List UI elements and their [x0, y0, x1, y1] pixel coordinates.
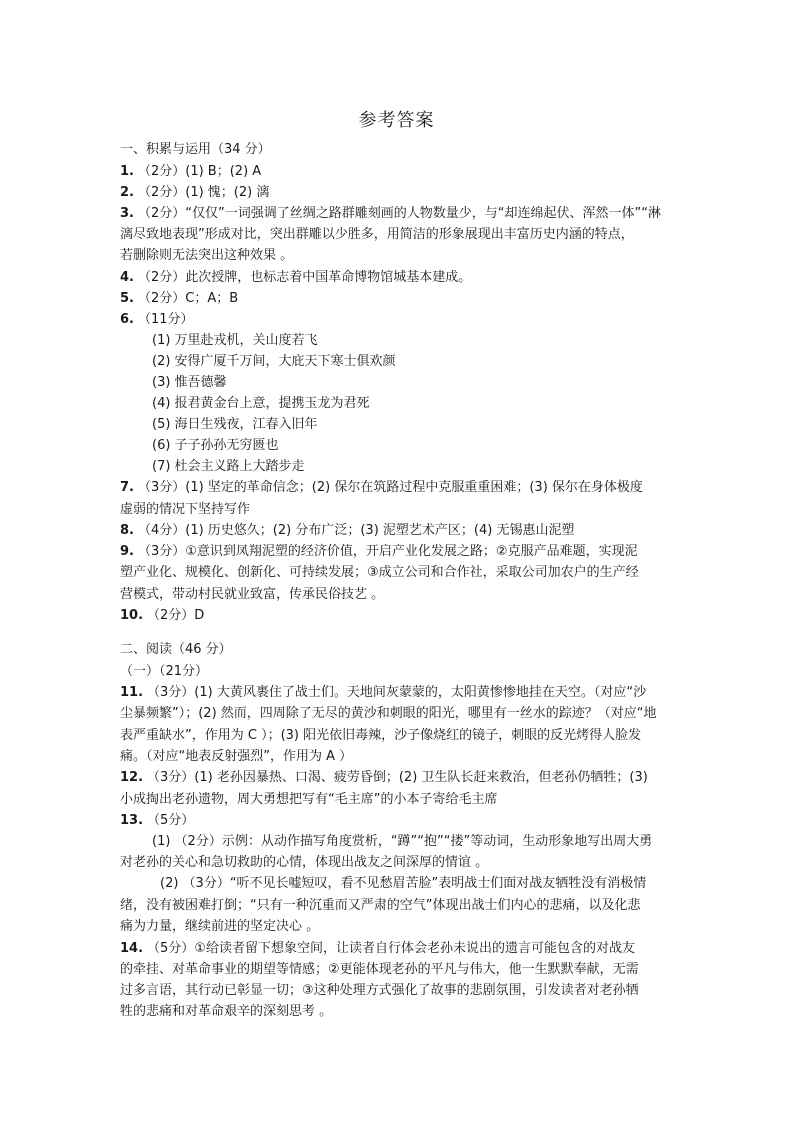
question-number: 5.: [120, 291, 134, 306]
question-number: 12.: [120, 770, 144, 785]
question-number: 13.: [120, 813, 144, 828]
answer-text: （2分）“仅仅”一词强调了丝绸之路群雕刻画的人物数量少，与“却连绵起伏、浑然一体”“淋: [137, 206, 661, 221]
answer-text: 一、积累与运用（34 分）: [120, 142, 271, 157]
answer-line: [120, 183, 269, 203]
question-number: 6.: [120, 312, 134, 327]
answer-text: 虚弱的情况下坚持写作: [120, 502, 251, 517]
answer-line: [120, 683, 646, 703]
answer-text: (3) 惟吾德馨: [152, 375, 227, 390]
answer-text: (7) 杜会主义路上大踏步走: [152, 459, 305, 474]
answer-text: 塑产业化、规模化、创新化、可持续发展；③成立公司和合作社，采取公司加农户的生产经: [120, 565, 639, 580]
question-number: 2.: [120, 185, 134, 200]
answer-text: 牲的悲痛和对革命艰辛的深刻思考 。: [120, 1004, 333, 1019]
answer-line: [120, 662, 208, 682]
answer-line: [120, 640, 232, 660]
answer-text: 痛。（对应“地表反射强烈”，作用为 A ）: [120, 749, 353, 764]
answer-text: （4分）(1) 历史悠久；(2) 分布广泛；(3) 泥塑艺术产区；(4) 无锡惠山泥塑: [137, 523, 575, 538]
answer-text: （3分）①意识到凤翔泥塑的经济价值，开启产业化发展之路；②克服产品难题，实现泥: [137, 544, 638, 559]
answer-text: （2分）D: [147, 608, 205, 623]
answer-line: [120, 140, 271, 160]
answer-line: [120, 478, 643, 498]
question-number: 3.: [120, 206, 134, 221]
answer-text: 若删除则无法突出这种效果 。: [120, 248, 294, 263]
answer-line: [120, 585, 384, 605]
question-number: 4.: [120, 270, 134, 285]
answer-line: [120, 563, 639, 583]
answer-line: [120, 289, 238, 309]
answer-line: [120, 917, 319, 937]
answer-text: 表严重缺水”，作用为 C ）；(3) 阳光依旧毒辣，沙子像烧红的镜子，刺眼的反光烤得人脸发: [120, 728, 642, 743]
answer-text: （11分）: [137, 312, 194, 327]
answer-line: [120, 811, 194, 831]
answer-line: [120, 1002, 332, 1022]
answer-text: (1) 万里赴戎机，关山度若飞: [152, 333, 318, 348]
answer-text: 营模式，带动村民就业致富，传承民俗技艺 。: [120, 587, 385, 602]
question-number: 7.: [120, 480, 134, 495]
answer-line: [120, 225, 634, 245]
answer-text: 二、阅读（46 分）: [120, 642, 232, 657]
answer-line: [120, 606, 204, 626]
question-number: 10.: [120, 608, 144, 623]
answer-line: [120, 981, 639, 1001]
answer-line: [120, 726, 641, 746]
answer-line: [120, 268, 471, 288]
answer-text: (2) （3分）“听不见长嘘短叹，看不见愁眉苦脸”表明战士们面对战友牺牲没有消极情: [160, 876, 647, 891]
answer-line: [120, 747, 352, 767]
answer-text: （5分）①给读者留下想象空间，让读者自行体会老孙未说出的遗言可能包含的对战友: [147, 941, 635, 956]
answer-text: 绪，没有被困难打倒；“只有一种沉重而又严肃的空气”体现出战士们内心的悲痛，以及化悲: [120, 898, 641, 913]
answer-line: [120, 704, 657, 724]
answer-text: （3分）(1) 大黄风裹住了战士们。天地间灰蒙蒙的，太阳黄惨惨地挂在天空。（对应“沙: [147, 685, 647, 700]
answer-text: 小成掏出老孙遗物，周大勇想把写有“毛主席”的小本子寄给毛主席: [120, 792, 498, 807]
answer-line: [120, 521, 574, 541]
question-number: 14.: [120, 941, 144, 956]
answer-text: 对老孙的关心和急切救助的心情，体现出战友之间深厚的情谊 。: [120, 855, 489, 870]
answer-text: （3分）(1) 老孙因暴热、口渴、疲劳昏倒；(2) 卫生队长赶来救治，但老孙仍牺牲；(3): [147, 770, 648, 785]
answer-line: [152, 352, 396, 372]
question-number: 9.: [120, 544, 134, 559]
answer-line: [120, 853, 488, 873]
answer-line: [120, 162, 261, 182]
answer-text: 的牵挂、对革命事业的期望等情感；②更能体现老孙的平凡与伟大，他一生默默奉献，无需: [120, 962, 639, 977]
answer-line: [160, 874, 646, 894]
answer-text: （2分）(1) B；(2) A: [137, 164, 262, 179]
question-number: 11.: [120, 685, 144, 700]
answer-text: 尘暴频繁”）；(2) 然而，四周除了无尽的黄沙和刺眼的阳光，哪里有一丝水的踪迹？（对应“地: [120, 706, 657, 721]
answer-line: [152, 331, 318, 351]
answer-text: （3分）(1) 坚定的革命信念；(2) 保尔在筑路过程中克服重重困难；(3) 保尔在身体极度: [137, 480, 643, 495]
answer-text: (4) 报君黄金台上意，提携玉龙为君死: [152, 396, 370, 411]
page-title: 参考答案: [358, 110, 435, 131]
answer-text: （2分）此次授牌，也标志着中国革命博物馆城基本建成。: [137, 270, 472, 285]
answer-text: (1) （2分）示例：从动作描写角度赏析，“蹲”“抱”“搂”等动词，生动形象地写出周大勇: [152, 834, 653, 849]
answer-line: [152, 832, 652, 852]
answer-text: （2分）C；A；B: [137, 291, 239, 306]
answer-line: [152, 457, 305, 477]
question-number: 1.: [120, 164, 134, 179]
answer-line: [152, 394, 370, 414]
answer-line: [152, 436, 279, 456]
answer-line: [152, 373, 227, 393]
answer-line: [120, 790, 497, 810]
answer-text: 漓尽致地表现”形成对比，突出群雕以少胜多，用简洁的形象展现出丰富历史内涵的特点，: [120, 227, 634, 242]
answer-text: （一）（21分）: [120, 664, 209, 679]
answer-text: （2分）(1) 愧；(2) 漓: [137, 185, 270, 200]
answer-line: [120, 246, 293, 266]
answer-line: [120, 204, 661, 224]
answer-line: [120, 500, 250, 520]
answer-line: [120, 939, 635, 959]
answer-text: 痛为力量，继续前进的坚定决心 。: [120, 919, 320, 934]
answer-text: (6) 子子孙孙无穷匮也: [152, 438, 279, 453]
answer-line: [120, 542, 638, 562]
answer-text: （5分）: [147, 813, 195, 828]
answer-line: [120, 768, 648, 788]
question-number: 8.: [120, 523, 134, 538]
answer-text: 过多言语，其行动已彰显一切；③这种处理方式强化了故事的悲剧氛围，引发读者对老孙牺: [120, 983, 639, 998]
answer-line: [120, 896, 640, 916]
answer-line: [120, 960, 639, 980]
answer-text: (2) 安得广厦千万间，大庇天下寒士俱欢颜: [152, 354, 396, 369]
answer-line: [152, 415, 318, 435]
answer-text: (5) 海日生残夜，江春入旧年: [152, 417, 318, 432]
answer-line: [120, 310, 194, 330]
